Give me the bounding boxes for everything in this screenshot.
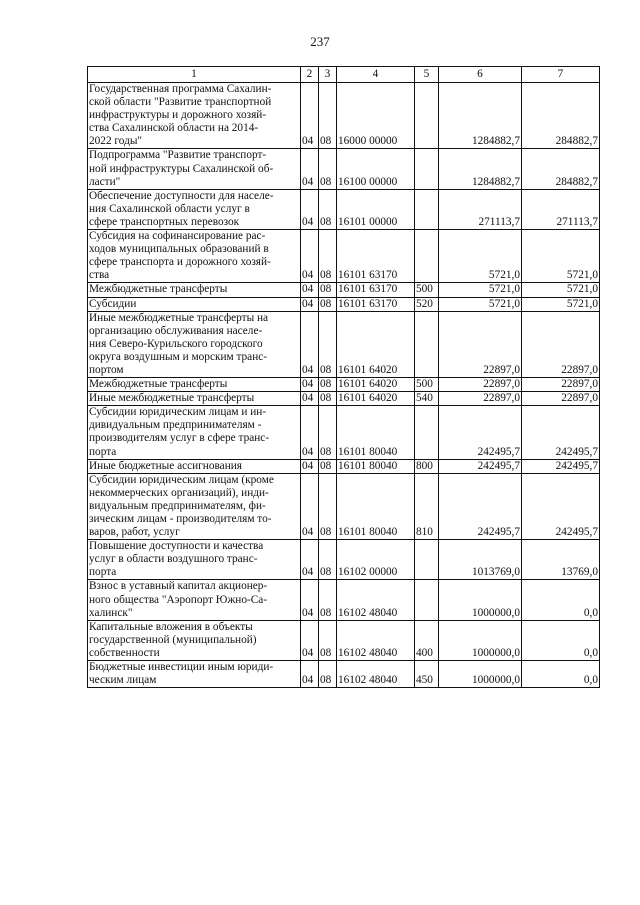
- section-code: 04: [301, 297, 319, 311]
- amount-2020: 0,0: [522, 580, 600, 620]
- item-name: [88, 620, 301, 660]
- page-number: 237: [310, 34, 330, 49]
- subsection-code: 08: [319, 149, 337, 189]
- table-row: [88, 83, 600, 149]
- subsection-code: 08: [319, 661, 337, 688]
- table-row: [88, 311, 600, 377]
- amount-2020: 284882,7: [522, 83, 600, 149]
- column-header: 2: [301, 67, 319, 83]
- amount-2020: 242495,7: [522, 473, 600, 539]
- item-name: [88, 459, 301, 473]
- item-name: [88, 311, 301, 377]
- target-article-code: 16101 80040: [337, 459, 415, 473]
- item-name-line: собственности: [89, 646, 160, 659]
- table-row: [88, 149, 600, 189]
- amount-2020: 5721,0: [522, 297, 600, 311]
- target-article-code: 16101 64020: [337, 378, 415, 392]
- column-header: 4: [337, 67, 415, 83]
- amount-2020: 271113,7: [522, 189, 600, 229]
- item-name-line: некоммерческих организаций), инди-: [89, 486, 269, 499]
- item-name-line: Межбюджетные трансферты: [89, 378, 228, 391]
- column-header: 1: [88, 67, 301, 83]
- subsection-code: 08: [319, 540, 337, 580]
- item-name-line: порта: [89, 566, 117, 579]
- expense-type-code: [415, 406, 439, 459]
- item-name-line: организацию обслуживания населе-: [89, 324, 263, 337]
- subsection-code: 08: [319, 311, 337, 377]
- item-name: [88, 473, 301, 539]
- target-article-code: 16101 00000: [337, 189, 415, 229]
- item-name-line: Иные бюджетные ассигнования: [89, 459, 242, 472]
- target-article-code: 16101 64020: [337, 392, 415, 406]
- column-header: 6: [439, 67, 522, 83]
- item-name-line: Субсидии: [89, 297, 137, 310]
- target-article-code: 16102 48040: [337, 620, 415, 660]
- item-name-line: ной инфраструктуры Сахалинской об-: [89, 162, 274, 175]
- expense-type-code: 500: [415, 283, 439, 297]
- item-name-line: ческим лицам: [89, 674, 157, 687]
- subsection-code: 08: [319, 189, 337, 229]
- item-name-line: ного общества "Аэропорт Южно-Са-: [89, 593, 268, 606]
- table-row: [88, 661, 600, 688]
- amount-2019: 1013769,0: [439, 540, 522, 580]
- column-header: 5: [415, 67, 439, 83]
- expense-type-code: [415, 83, 439, 149]
- amount-2019: 242495,7: [439, 406, 522, 459]
- item-name: [88, 297, 301, 311]
- expense-type-code: 450: [415, 661, 439, 688]
- item-name-line: Межбюджетные трансферты: [89, 283, 228, 296]
- amount-2019: 22897,0: [439, 378, 522, 392]
- expense-type-code: [415, 580, 439, 620]
- item-name-line: Субсидии юридическим лицам и ин-: [89, 406, 267, 419]
- amount-2020: 5721,0: [522, 230, 600, 283]
- amount-2020: 0,0: [522, 661, 600, 688]
- subsection-code: 08: [319, 392, 337, 406]
- section-code: 04: [301, 620, 319, 660]
- item-name: [88, 149, 301, 189]
- item-name-line: варов, работ, услуг: [89, 526, 180, 539]
- item-name-line: ния Северо-Курильского городского: [89, 337, 263, 350]
- section-code: 04: [301, 378, 319, 392]
- table-row: [88, 620, 600, 660]
- expense-type-code: [415, 149, 439, 189]
- item-name: [88, 378, 301, 392]
- column-header: 3: [319, 67, 337, 83]
- item-name-line: Повышение доступности и качества: [89, 540, 264, 553]
- target-article-code: 16101 63170: [337, 297, 415, 311]
- section-code: 04: [301, 459, 319, 473]
- section-code: 04: [301, 580, 319, 620]
- item-name: [88, 392, 301, 406]
- item-name-line: порта: [89, 445, 117, 458]
- item-name-line: ства: [89, 269, 110, 282]
- amount-2020: 242495,7: [522, 459, 600, 473]
- subsection-code: 08: [319, 83, 337, 149]
- subsection-code: 08: [319, 230, 337, 283]
- target-article-code: 16102 48040: [337, 661, 415, 688]
- target-article-code: 16101 63170: [337, 283, 415, 297]
- expense-type-code: [415, 311, 439, 377]
- table-row: [88, 283, 600, 297]
- item-name-line: ласти": [89, 175, 121, 188]
- amount-2019: 5721,0: [439, 230, 522, 283]
- item-name-line: ходов муниципальных образований в: [89, 243, 269, 256]
- item-name: [88, 230, 301, 283]
- item-name-line: Субсидия на софинансирование рас-: [89, 230, 266, 243]
- table-row: [88, 392, 600, 406]
- item-name-line: Государственная программа Сахалин-: [89, 83, 272, 95]
- table-row: [88, 189, 600, 229]
- amount-2019: 242495,7: [439, 473, 522, 539]
- expense-type-code: 810: [415, 473, 439, 539]
- expense-type-code: [415, 230, 439, 283]
- item-name-line: сфере транспорта и дорожного хозяй-: [89, 256, 271, 269]
- target-article-code: 16101 63170: [337, 230, 415, 283]
- item-name: [88, 189, 301, 229]
- amount-2019: 5721,0: [439, 283, 522, 297]
- amount-2020: 22897,0: [522, 378, 600, 392]
- section-code: 04: [301, 661, 319, 688]
- item-name-line: Бюджетные инвестиции иным юриди-: [89, 661, 274, 674]
- expense-type-code: [415, 189, 439, 229]
- header-row: [88, 67, 600, 83]
- item-name-line: Иные межбюджетные трансферты: [89, 392, 255, 405]
- budget-table: [87, 66, 600, 688]
- table-row: [88, 297, 600, 311]
- amount-2020: 22897,0: [522, 392, 600, 406]
- section-code: 04: [301, 283, 319, 297]
- amount-2020: 5721,0: [522, 283, 600, 297]
- subsection-code: 08: [319, 406, 337, 459]
- section-code: 04: [301, 406, 319, 459]
- item-name-line: инфраструктуры и дорожного хозяй-: [89, 109, 267, 122]
- item-name-line: Иные межбюджетные трансферты на: [89, 311, 269, 324]
- subsection-code: 08: [319, 580, 337, 620]
- target-article-code: 16100 00000: [337, 149, 415, 189]
- column-header: 7: [522, 67, 600, 83]
- item-name-line: сфере транспортных перевозок: [89, 215, 240, 228]
- amount-2019: 1000000,0: [439, 620, 522, 660]
- item-name-line: Капитальные вложения в объекты: [89, 620, 253, 633]
- amount-2020: 0,0: [522, 620, 600, 660]
- amount-2020: 22897,0: [522, 311, 600, 377]
- table-row: [88, 230, 600, 283]
- section-code: 04: [301, 392, 319, 406]
- item-name-line: округа воздушным и морским транс-: [89, 350, 268, 363]
- section-code: 04: [301, 473, 319, 539]
- item-name-line: зическим лицам - производителям то-: [89, 513, 272, 525]
- section-code: 04: [301, 83, 319, 149]
- item-name-line: 2022 годы": [89, 135, 143, 148]
- amount-2019: 1284882,7: [439, 149, 522, 189]
- item-name-line: ния Сахалинской области услуг в: [89, 202, 250, 215]
- item-name-line: Субсидии юридическим лицам (кроме: [89, 473, 274, 486]
- item-name-line: услуг в области воздушного транс-: [89, 553, 258, 566]
- target-article-code: 16101 80040: [337, 473, 415, 539]
- section-code: 04: [301, 189, 319, 229]
- section-code: 04: [301, 311, 319, 377]
- item-name-line: Подпрограмма "Развитие транспорт-: [89, 149, 267, 162]
- expense-type-code: 500: [415, 378, 439, 392]
- item-name: [88, 83, 301, 149]
- item-name-line: дивидуальным предпринимателям -: [89, 419, 262, 432]
- amount-2019: 242495,7: [439, 459, 522, 473]
- subsection-code: 08: [319, 378, 337, 392]
- table-row: [88, 378, 600, 392]
- subsection-code: 08: [319, 459, 337, 473]
- item-name-line: производителям услуг в сфере транс-: [89, 432, 270, 445]
- section-code: 04: [301, 540, 319, 580]
- item-name-line: государственной (муниципальной): [89, 633, 257, 646]
- target-article-code: 16101 80040: [337, 406, 415, 459]
- amount-2019: 5721,0: [439, 297, 522, 311]
- item-name-line: Взнос в уставный капитал акционер-: [89, 580, 268, 593]
- table-row: [88, 540, 600, 580]
- item-name-line: ства Сахалинской области на 2014-: [89, 122, 259, 135]
- item-name: [88, 406, 301, 459]
- amount-2019: 22897,0: [439, 392, 522, 406]
- amount-2020: 13769,0: [522, 540, 600, 580]
- amount-2020: 242495,7: [522, 406, 600, 459]
- table-row: [88, 580, 600, 620]
- expense-type-code: 520: [415, 297, 439, 311]
- section-code: 04: [301, 230, 319, 283]
- section-code: 04: [301, 149, 319, 189]
- amount-2019: 1000000,0: [439, 580, 522, 620]
- table-row: [88, 406, 600, 459]
- target-article-code: 16102 48040: [337, 580, 415, 620]
- target-article-code: 16102 00000: [337, 540, 415, 580]
- item-name-line: Обеспечение доступности для населе-: [89, 189, 274, 202]
- item-name: [88, 540, 301, 580]
- target-article-code: 16101 64020: [337, 311, 415, 377]
- target-article-code: 16000 00000: [337, 83, 415, 149]
- subsection-code: 08: [319, 473, 337, 539]
- table-body: [88, 83, 600, 688]
- subsection-code: 08: [319, 283, 337, 297]
- item-name-line: портом: [89, 363, 124, 376]
- subsection-code: 08: [319, 620, 337, 660]
- expense-type-code: [415, 540, 439, 580]
- amount-2019: 271113,7: [439, 189, 522, 229]
- table-row: [88, 459, 600, 473]
- table-row: [88, 473, 600, 539]
- item-name-line: ской области "Развитие транспортной: [89, 96, 272, 109]
- amount-2019: 22897,0: [439, 311, 522, 377]
- expense-type-code: 800: [415, 459, 439, 473]
- amount-2020: 284882,7: [522, 149, 600, 189]
- subsection-code: 08: [319, 297, 337, 311]
- item-name-line: халинск": [89, 606, 133, 619]
- item-name: [88, 661, 301, 688]
- amount-2019: 1284882,7: [439, 83, 522, 149]
- expense-type-code: 540: [415, 392, 439, 406]
- item-name-line: видуальным предпринимателям, фи-: [89, 499, 266, 512]
- item-name: [88, 283, 301, 297]
- item-name: [88, 580, 301, 620]
- amount-2019: 1000000,0: [439, 661, 522, 688]
- expense-type-code: 400: [415, 620, 439, 660]
